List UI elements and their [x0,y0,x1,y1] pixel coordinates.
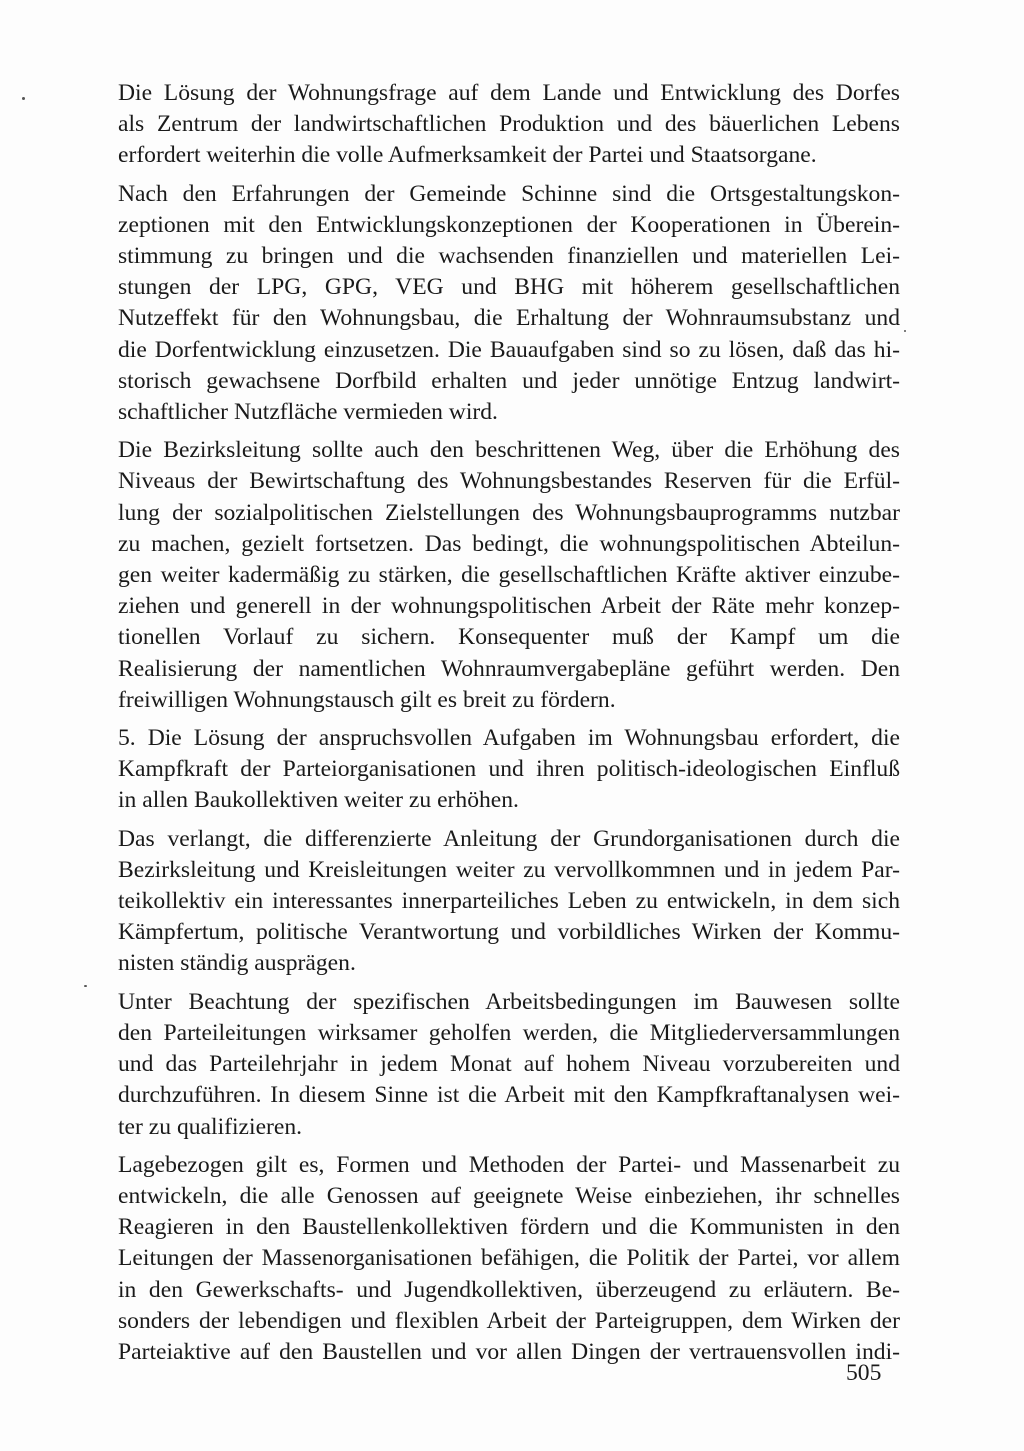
page-number: 505 [846,1360,882,1386]
text-line: stungen der LPG, GPG, VEG und BHG mit höherem gesellschaftlichen [118,274,900,301]
text-line: und das Parteilehrjahr in jedem Monat auf hohem Niveau vorzubereiten und [118,1051,900,1078]
text-line: zu machen, gezielt fortsetzen. Das bedingt, die wohnungspolitischen Abteilun- [118,530,900,557]
text-line: ziehen und generell in der wohnungspolitischen Arbeit der Räte mehr konzep- [118,593,900,620]
text-line: als Zentrum der landwirtschaftlichen Produktion und des bäuerlichen Lebens [118,111,900,138]
text-line: ter zu qualifizieren. [118,1113,303,1140]
scan-speck [84,985,87,987]
body-text [92,78,900,1375]
text-line: zeptionen mit den Entwicklungskonzeptionen der Kooperationen in Überein- [118,211,900,238]
paragraph [92,179,900,429]
text-line: Kämpfertum, politische Verantwortung und vorbildliches Wirken der Kommu- [118,919,900,946]
paragraph [92,435,900,716]
scan-speck [22,97,25,100]
text-line: 5. Die Lösung der anspruchsvollen Aufgaben im Wohnungsbau erfordert, die [118,725,900,752]
paragraph [92,723,900,817]
text-line: tionellen Vorlauf zu sichern. Konsequenter muß der Kampf um die [118,624,900,651]
text-line: erfordert weiterhin die volle Aufmerksamkeit der Partei und Staatsorgane. [118,142,817,169]
text-line: entwickeln, die alle Genossen auf geeignete Weise einbeziehen, ihr schnelles [118,1182,900,1209]
text-line: teikollektiv ein interessantes innerparteiliches Leben zu entwickeln, in dem sich [118,888,900,915]
text-line: lung der sozialpolitischen Zielstellungen des Wohnungsbauprogramms nutzbar [118,499,900,526]
text-line: nisten ständig ausprägen. [118,950,356,977]
text-line: Realisierung der namentlichen Wohnraumvergabepläne geführt werden. Den [118,655,900,682]
text-line: durchzuführen. In diesem Sinne ist die Arbeit mit den Kampfkraftanalysen wei- [118,1082,900,1109]
text-line: Niveaus der Bewirtschaftung des Wohnungsbestandes Reserven für die Erfül- [118,468,900,495]
text-line: gen weiter kadermäßig zu stärken, die gesellschaftlichen Kräfte aktiver einzube- [118,562,900,589]
text-line: Parteiaktive auf den Baustellen und vor allen Dingen der vertrauensvollen indi- [118,1338,900,1365]
text-line: den Parteileitungen wirksamer geholfen werden, die Mitgliederversammlungen [118,1019,900,1046]
text-line: Das verlangt, die differenzierte Anleitung der Grundorganisationen durch die [118,825,900,852]
text-line: in allen Baukollektiven weiter zu erhöhen. [118,787,519,814]
text-line: Nutzeffekt für den Wohnungsbau, die Erhaltung der Wohnraumsubstanz und [118,305,900,332]
text-line: Unter Beachtung der spezifischen Arbeitsbedingungen im Bauwesen sollte [118,988,900,1015]
text-line: schaftlicher Nutzfläche vermieden wird. [118,399,498,426]
paragraph [92,987,900,1143]
text-line: Bezirksleitung und Kreisleitungen weiter zu vervollkommnen und in jedem Par- [118,856,900,883]
paragraph [92,1150,900,1368]
text-line: Nach den Erfahrungen der Gemeinde Schinne sind die Ortsgestaltungskon- [118,180,900,207]
text-line: Die Lösung der Wohnungsfrage auf dem Lande und Entwicklung des Dorfes [118,80,900,106]
text-line: stimmung zu bringen und die wachsenden finanziellen und materiellen Lei- [118,243,900,270]
text-line: Reagieren in den Baustellenkollektiven fördern und die Kommunisten in den [118,1214,900,1241]
text-line: Lagebezogen gilt es, Formen und Methoden der Partei- und Massenarbeit zu [118,1151,900,1178]
text-line: in den Gewerkschafts- und Jugendkollektiven, überzeugend zu erläutern. Be- [118,1276,900,1303]
text-line: freiwilligen Wohnungstausch gilt es breit zu fördern. [118,686,616,713]
text-line: Die Bezirksleitung sollte auch den beschrittenen Weg, über die Erhöhung des [118,437,900,464]
text-line: Leitungen der Massenorganisationen befähigen, die Politik der Partei, vor allem [118,1245,900,1272]
text-line: sonders der lebendigen und flexiblen Arbeit der Parteigruppen, dem Wirken der [118,1307,900,1334]
text-line: die Dorfentwicklung einzusetzen. Die Bauaufgaben sind so zu lösen, daß das hi- [118,336,900,363]
paragraph [92,824,900,980]
text-line: storisch gewachsene Dorfbild erhalten und jeder unnötige Entzug landwirt- [118,367,900,394]
paragraph [92,78,900,172]
text-line: Kampfkraft der Parteiorganisationen und ihren politisch-ideologischen Einfluß [118,756,900,783]
scan-speck [904,330,906,332]
